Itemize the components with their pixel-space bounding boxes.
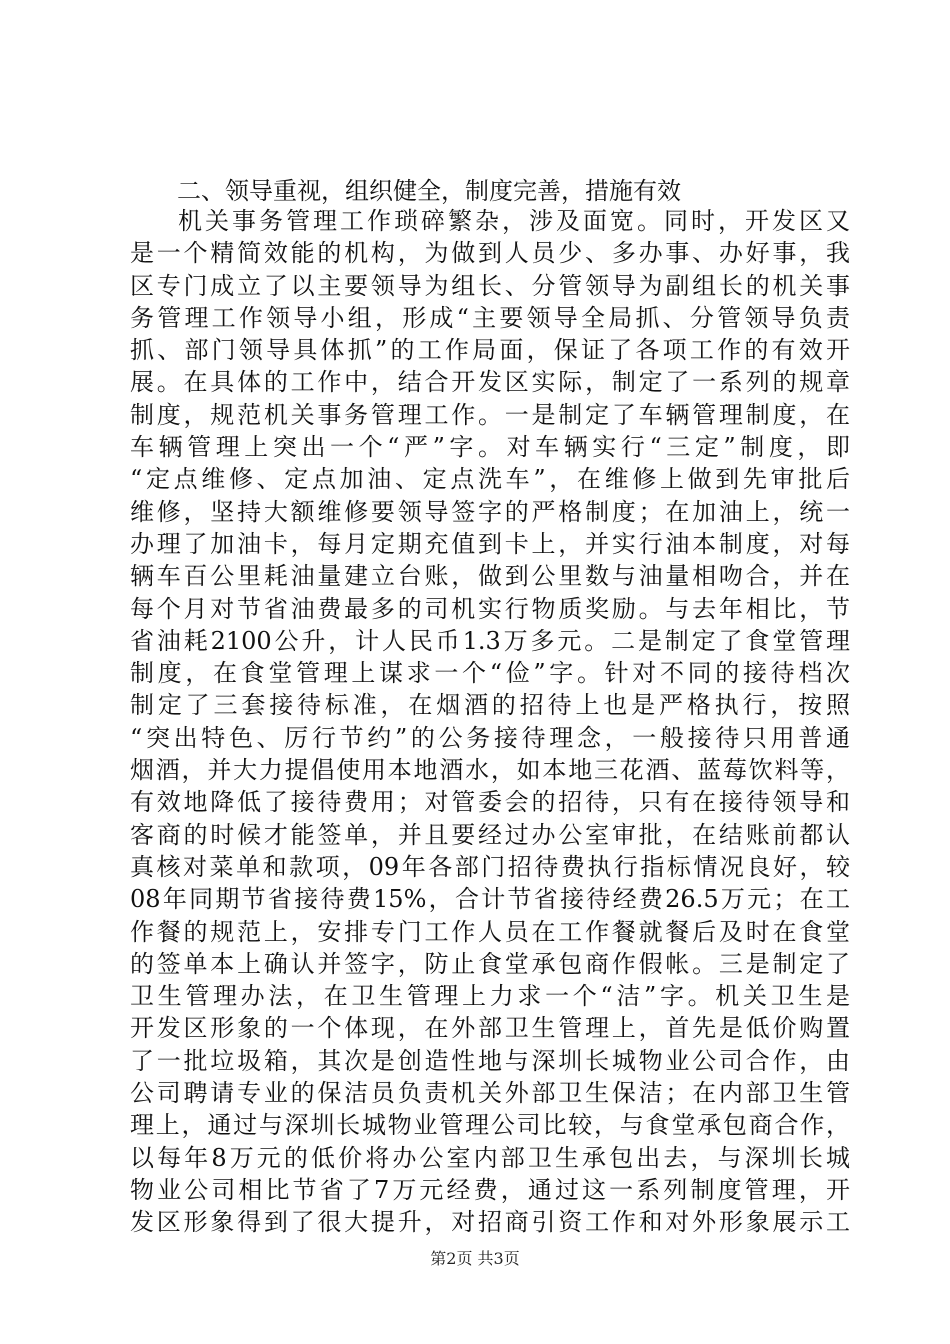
paragraph-line: 卫生管理办法，在卫生管理上力求一个“洁”字。机关卫生是 [130, 982, 850, 1011]
paragraph-line: 抓、部门领导具体抓”的工作局面，保证了各项工作的有效开 [130, 336, 850, 365]
paragraph-line: 办理了加油卡，每月定期充值到卡上，并实行油本制度，对每 [130, 529, 850, 558]
paragraph-line: 务管理工作领导小组，形成“主要领导全局抓、分管领导负责 [130, 303, 850, 332]
paragraph-line: 真核对菜单和款项，09年各部门招待费执行指标情况良好，较 [130, 852, 850, 881]
paragraph-line: 的签单本上确认并签字，防止食堂承包商作假帐。三是制定了 [130, 949, 850, 978]
paragraph-line: 机关事务管理工作琐碎繁杂，涉及面宽。同时，开发区又 [178, 207, 850, 235]
paragraph-line: 开发区形象的一个体现，在外部卫生管理上，首先是低价购置 [130, 1014, 850, 1043]
paragraph-line: 每个月对节省油费最多的司机实行物质奖励。与去年相比，节 [130, 594, 850, 623]
paragraph-line: 区专门成立了以主要领导为组长、分管领导为副组长的机关事 [130, 271, 850, 300]
paragraph-line: 有效地降低了接待费用；对管委会的招待，只有在接待领导和 [130, 788, 850, 817]
paragraph-line: 是一个精简效能的机构，为做到人员少、多办事、办好事，我 [130, 239, 850, 268]
paragraph-line: “突出特色、厉行节约”的公务接待理念，一般接待只用普通 [130, 723, 850, 752]
paragraph-line: 物业公司相比节省了7万元经费，通过这一系列制度管理，开 [130, 1175, 850, 1204]
paragraph-line: 展。在具体的工作中，结合开发区实际，制定了一系列的规章 [130, 368, 850, 397]
paragraph-line: 发区形象得到了很大提升，对招商引资工作和对外形象展示工 [130, 1208, 850, 1237]
page-number-footer: 第2页 共3页 [430, 1249, 520, 1268]
paragraph-line: 辆车百公里耗油量建立台账，做到公里数与油量相吻合，并在 [130, 562, 850, 591]
paragraph-line: 作餐的规范上，安排专门工作人员在工作餐就餐后及时在食堂 [130, 917, 850, 946]
paragraph-line: 烟酒，并大力提倡使用本地酒水，如本地三花酒、蓝莓饮料等， [130, 756, 850, 785]
paragraph-line: 省油耗2100公升，计人民币1.3万多元。二是制定了食堂管理 [130, 626, 850, 655]
paragraph-line: 维修，坚持大额维修要领导签字的严格制度；在加油上，统一 [130, 497, 850, 526]
paragraph-line: 车辆管理上突出一个“严”字。对车辆实行“三定”制度，即 [130, 433, 850, 462]
section-heading: 二、领导重视，组织健全，制度完善，措施有效 [177, 177, 681, 205]
paragraph-line: 理上，通过与深圳长城物业管理公司比较，与食堂承包商合作， [130, 1111, 850, 1140]
paragraph-line: 了一批垃圾箱，其次是创造性地与深圳长城物业公司合作，由 [130, 1046, 850, 1075]
paragraph-line: 制定了三套接待标准，在烟酒的招待上也是严格执行，按照 [130, 691, 850, 720]
body-paragraph [130, 205, 850, 1239]
paragraph-line: 08年同期节省接待费15%，合计节省接待经费26.5万元；在工 [130, 885, 850, 914]
paragraph-line: 以每年8万元的低价将办公室内部卫生承包出去，与深圳长城 [130, 1143, 850, 1172]
paragraph-line: 客商的时候才能签单，并且要经过办公室审批，在结账前都认 [130, 820, 850, 849]
paragraph-line: “定点维修、定点加油、定点洗车”，在维修上做到先审批后 [130, 465, 850, 494]
paragraph-line: 公司聘请专业的保洁员负责机关外部卫生保洁；在内部卫生管 [130, 1079, 850, 1108]
paragraph-line: 制度，在食堂管理上谋求一个“俭”字。针对不同的接待档次 [130, 659, 850, 688]
paragraph-line: 制度，规范机关事务管理工作。一是制定了车辆管理制度，在 [130, 400, 850, 429]
